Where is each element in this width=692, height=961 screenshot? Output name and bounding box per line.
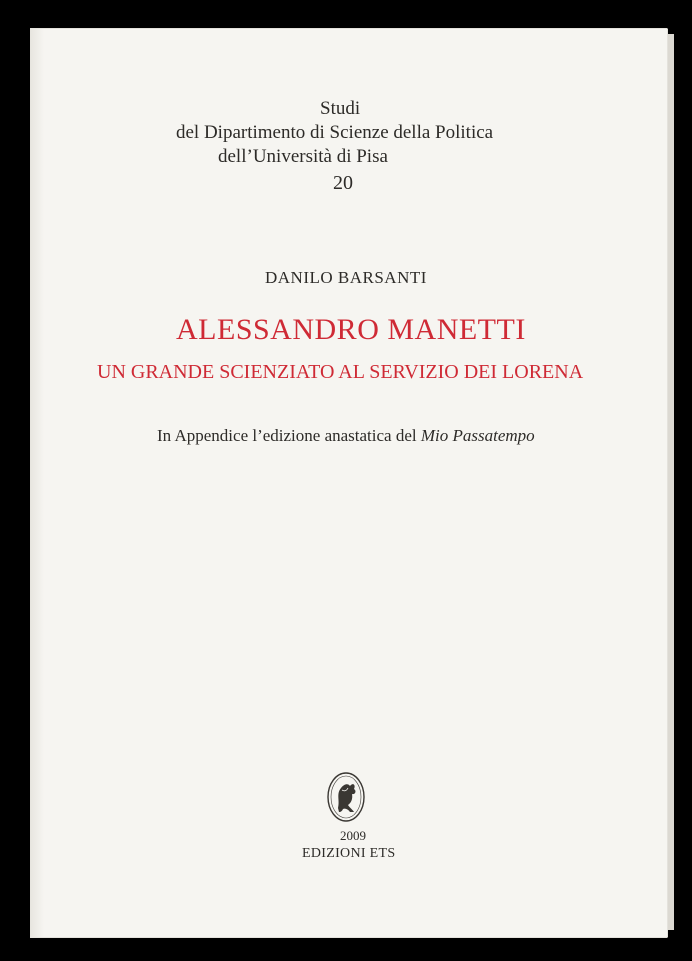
publisher-name: EDIZIONI ETS [302,846,396,861]
page-edges [668,34,674,930]
book-cover [30,28,668,938]
book-title: ALESSANDRO MANETTI [176,313,526,346]
series-line-2: del Dipartimento di Scienze della Politica [176,122,494,143]
book-subtitle: UN GRANDE SCIENZIATO AL SERVIZIO DEI LORENA [97,361,584,383]
appendix-note [157,426,535,446]
publication-year: 2009 [340,828,366,843]
appendix-prefix: In Appendice l’edizione anastatica del [157,426,417,445]
author-name: DANILO BARSANTI [265,268,427,287]
series-number: 20 [333,172,353,194]
series-line-3: dell’Università di Pisa [218,146,388,167]
appendix-work-title: Mio Passatempo [420,426,535,445]
series-line-1: Studi [320,98,361,119]
publisher-emblem-icon [326,770,366,824]
spine-shadow [30,28,44,938]
